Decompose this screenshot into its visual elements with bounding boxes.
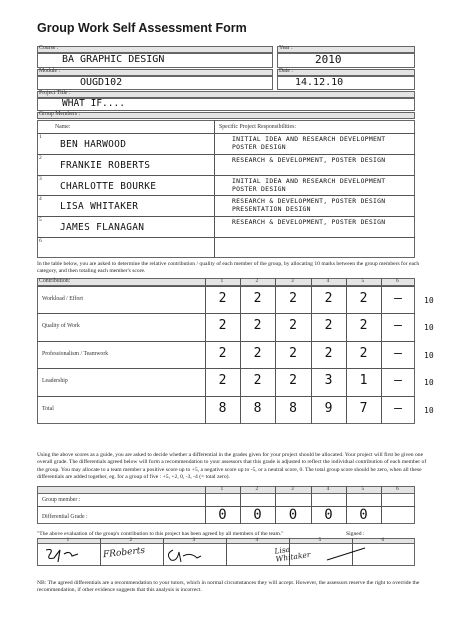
contribution-score-cell[interactable]: 2 [359, 345, 368, 361]
signature-col-number: 6 [381, 537, 385, 543]
member-responsibility[interactable]: RESEARCH & DEVELOPMENT, POSTER DESIGN [232, 218, 386, 227]
member-responsibility[interactable]: RESEARCH & DEVELOPMENT, POSTER DESIGN [232, 155, 386, 164]
differential-grade-cell[interactable]: 0 [253, 507, 262, 523]
signature-col-number: 5 [318, 537, 322, 543]
contribution-row-label: Quality of Work [42, 323, 80, 329]
contribution-score-cell[interactable]: 2 [289, 318, 297, 333]
members-label: Group Members : [39, 111, 81, 117]
contribution-row-divider [37, 286, 415, 287]
signature-col-number: 4 [255, 537, 259, 543]
member-row-number: 6 [39, 238, 42, 244]
contribution-score-cell[interactable]: 2 [253, 345, 262, 361]
year-field[interactable] [277, 53, 415, 68]
differential-grade-cell[interactable]: 0 [288, 507, 298, 523]
footer-note: NB: The agreed differentials are a recommendation to your tutors, which in normal circumstances they will accept. However, the assessors reserve the right to override the recommendation, if other evidence suggests that this analysis is incorrect. [37, 580, 420, 594]
member-row-number: 3 [39, 175, 42, 182]
contribution-score-cell[interactable]: 8 [289, 401, 297, 416]
signature-4: Lisa Whitaker [273, 544, 311, 564]
contribution-score-cell[interactable]: 2 [359, 290, 368, 306]
contribution-score-cell[interactable]: — [394, 373, 402, 388]
contribution-score-cell[interactable]: 2 [218, 373, 227, 388]
contribution-score-cell[interactable]: 2 [324, 318, 333, 333]
differential-col-number: 1 [220, 486, 224, 492]
differential-grade-cell[interactable]: 0 [218, 507, 227, 523]
contribution-row-label: Total [42, 406, 54, 412]
member-responsibility[interactable]: INITIAL IDEA AND RESEARCH DEVELOPMENT [232, 135, 386, 143]
contribution-row-total: 10 [424, 378, 434, 387]
form-title: Group Work Self Assessment Form [37, 21, 247, 35]
differential-col-number: 3 [291, 486, 294, 492]
member-responsibility[interactable]: INITIAL IDEA AND RESEARCH DEVELOPMENT [232, 176, 386, 185]
member-row-divider [37, 216, 415, 217]
date-label: Date : [279, 68, 294, 74]
contribution-score-cell[interactable]: — [394, 318, 402, 333]
contribution-score-cell[interactable]: 2 [218, 290, 227, 306]
col-name-header: Name: [55, 124, 71, 130]
contribution-score-cell[interactable]: 2 [289, 290, 297, 306]
contribution-col-number: 1 [220, 278, 224, 284]
signed-label: Signed : [346, 531, 365, 537]
col-resp-header: Specific Project Responsibilities: [219, 124, 296, 130]
differential-col-divider [311, 486, 312, 524]
differential-grade-cell[interactable]: 0 [359, 507, 368, 523]
member-name[interactable]: JAMES FLANAGAN [60, 222, 145, 234]
course-label: Course : [39, 45, 59, 51]
contribution-score-cell[interactable]: 2 [324, 345, 333, 361]
contribution-col-number: 6 [396, 278, 399, 284]
contribution-row-total: 10 [424, 323, 434, 332]
contribution-col-number: 3 [291, 278, 294, 284]
course-value: BA GRAPHIC DESIGN [62, 54, 165, 65]
contribution-score-cell[interactable]: 7 [359, 401, 368, 416]
contribution-col-divider [346, 278, 347, 424]
module-field[interactable] [37, 76, 273, 90]
contribution-row-label: Professionalism / Teamwork [42, 350, 109, 357]
signature-3 [163, 546, 203, 564]
contribution-col-divider [240, 278, 241, 424]
course-label-bar [37, 46, 273, 53]
year-value: 2010 [315, 53, 342, 66]
signature-2: FRoberts [102, 545, 146, 561]
member-row-divider [37, 195, 415, 196]
project-value: WHAT IF.... [62, 98, 125, 109]
differential-col-number: 5 [361, 486, 365, 492]
contribution-header-bar [37, 278, 415, 286]
date-value: 14.12.10 [295, 77, 344, 88]
signature-col-number: 2 [129, 537, 133, 543]
member-responsibility-extra[interactable]: POSTER DESIGN [232, 143, 286, 151]
contribution-score-cell[interactable]: 2 [218, 345, 227, 361]
group-member-cell[interactable] [347, 495, 380, 505]
contribution-row-divider [37, 313, 415, 314]
contribution-score-cell[interactable]: 2 [253, 290, 262, 306]
differential-col-number: 2 [255, 486, 259, 492]
differential-grade-cell[interactable]: 0 [324, 507, 333, 523]
differential-col-number: 6 [396, 486, 399, 492]
member-row-number: 2 [39, 154, 42, 161]
member-row-number: 1 [39, 134, 42, 140]
differential-col-divider [346, 486, 347, 524]
module-value: OUGD102 [80, 77, 123, 88]
signature-5 [325, 546, 369, 564]
contribution-row-divider [37, 341, 415, 342]
member-name[interactable]: LISA WHITAKER [60, 201, 139, 213]
members-label-bar [37, 112, 415, 119]
member-row-number: 4 [39, 196, 42, 203]
group-member-label: Group member : [42, 497, 81, 503]
year-label: Year : [279, 45, 293, 51]
group-member-cell[interactable] [241, 495, 274, 505]
contribution-col-divider [381, 278, 382, 424]
contribution-score-cell[interactable]: 9 [324, 401, 333, 416]
signature-col-number: 3 [192, 537, 196, 543]
contribution-row-total: 10 [424, 406, 434, 415]
project-label-bar [37, 91, 415, 98]
contribution-col-divider [275, 278, 276, 424]
date-label-bar [277, 69, 415, 76]
contribution-score-cell[interactable]: — [394, 290, 402, 306]
differential-header-bar [37, 486, 415, 494]
member-row-divider [37, 175, 415, 176]
group-member-cell[interactable] [206, 495, 239, 505]
differential-grade-label: Differential Grade : [42, 514, 88, 520]
contribution-col-number: 5 [361, 278, 365, 284]
contribution-col-divider [311, 278, 312, 424]
contribution-score-cell[interactable]: 2 [324, 290, 333, 306]
contribution-score-cell[interactable]: 2 [289, 345, 297, 361]
contribution-score-cell[interactable]: 2 [253, 373, 262, 388]
contribution-score-cell[interactable]: — [394, 401, 402, 416]
contribution-header-label: Contribution: [39, 278, 71, 284]
signature-col-number: 1 [66, 537, 70, 543]
member-row-divider [37, 237, 415, 238]
differential-col-divider [205, 486, 206, 524]
differential-col-divider [381, 486, 382, 524]
member-responsibility-extra[interactable]: PRESENTATION DESIGN [232, 205, 311, 214]
contribution-score-cell[interactable]: 8 [218, 401, 227, 416]
module-label-bar [37, 69, 273, 76]
group-member-cell[interactable] [312, 495, 345, 505]
differential-col-divider [275, 486, 276, 524]
differential-col-number: 4 [326, 486, 330, 492]
member-row-number: 5 [39, 217, 42, 224]
contribution-row-label: Leadership [42, 378, 68, 384]
member-name[interactable]: BEN HARWOOD [60, 139, 127, 150]
contribution-row-divider [37, 368, 415, 369]
member-name[interactable]: CHARLOTTE BOURKE [60, 180, 157, 192]
project-label: Project Title : [39, 90, 71, 96]
member-name[interactable]: FRANKIE ROBERTS [60, 159, 151, 171]
contribution-intro: In the table below, you are asked to determine the relative contribution / quality of each member of the group, by allocating 10 marks between the group members for each category, and then totaling each member's score. [37, 261, 420, 275]
contribution-score-cell[interactable]: 2 [289, 373, 297, 388]
member-row-divider [37, 154, 415, 155]
group-member-cell[interactable] [382, 495, 414, 505]
member-responsibility[interactable]: RESEARCH & DEVELOPMENT, POSTER DESIGN [232, 197, 386, 206]
contribution-row-divider [37, 396, 415, 397]
year-label-bar [277, 46, 415, 53]
contribution-col-divider [205, 278, 206, 424]
contribution-score-cell[interactable]: 2 [253, 318, 262, 333]
member-responsibility-extra[interactable]: POSTER DESIGN [232, 184, 286, 193]
differential-intro: Using the above scores as a guide, you are asked to decide whether a differential in the grades given for your project should be allocated. Your project will first be given one overall grade. The differentials agreed below will form a recommendation to your assessors that this grade is adjusted to reflect the individual contribution of each member of the group. You may allocate to a team member a positive score up to +5, a negative score up to -5, or a neutral score, 0. The total group score should be zero, when all these differentials are added together, eg. for a group of five : +5, +2, 0, -3, -4 (= total zero). [37, 452, 427, 481]
signature-1 [42, 546, 82, 564]
contribution-score-cell[interactable]: 8 [253, 401, 262, 416]
module-label: Module : [39, 68, 61, 74]
differential-col-divider [240, 486, 241, 524]
contribution-score-cell[interactable]: 2 [359, 318, 368, 333]
contribution-col-number: 4 [326, 278, 330, 284]
contribution-score-cell[interactable]: — [394, 345, 402, 361]
contribution-row-total: 10 [424, 350, 434, 360]
group-member-cell[interactable] [276, 495, 310, 505]
contribution-row-total: 10 [424, 295, 434, 305]
contribution-score-cell[interactable]: 1 [359, 373, 368, 388]
agreement-statement: "The above evaluation of the group's contribution to this project has been agreed by all members of the team." [37, 531, 284, 537]
contribution-score-cell[interactable]: 2 [218, 318, 227, 333]
contribution-row-label: Workload / Effort [42, 295, 83, 302]
contribution-col-number: 2 [255, 278, 259, 284]
contribution-score-cell[interactable]: 3 [324, 373, 333, 388]
